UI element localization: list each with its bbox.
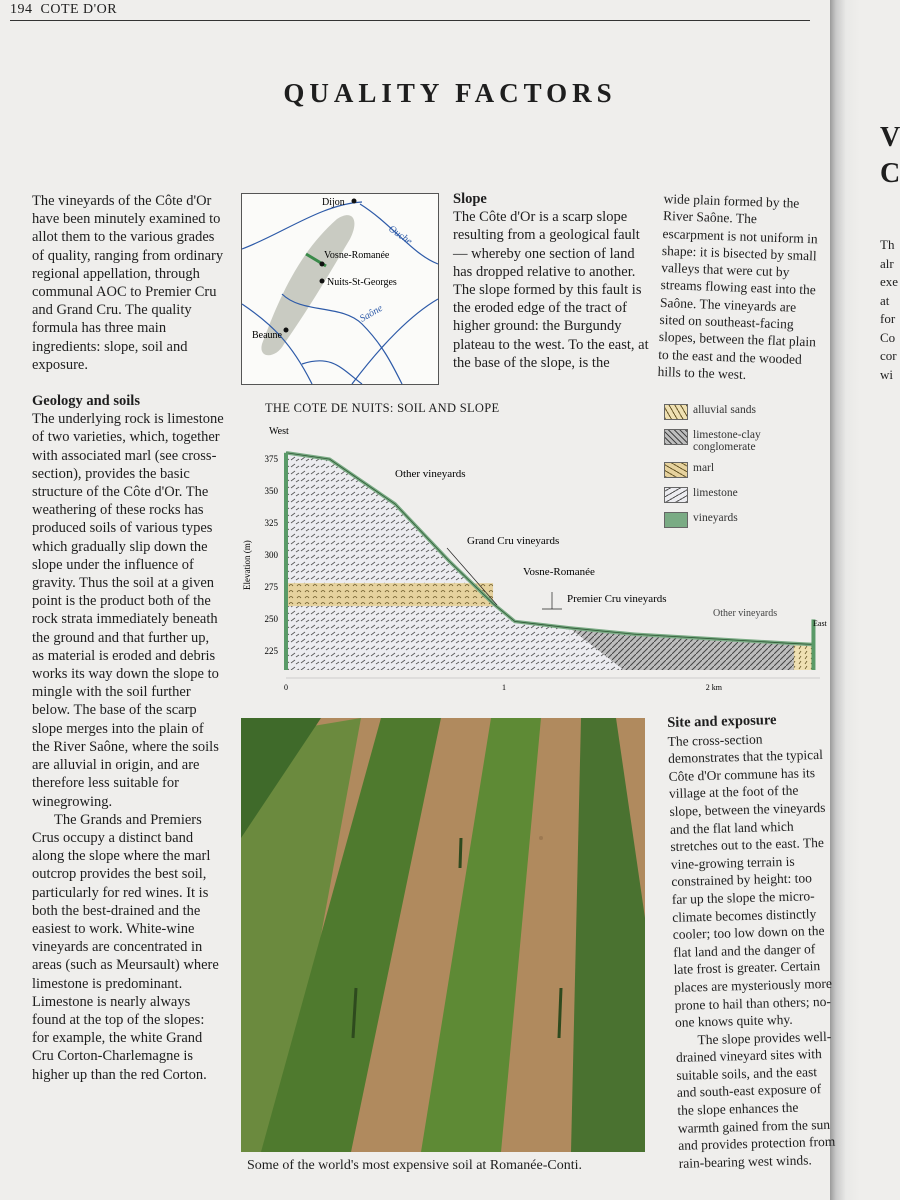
next-page-fragment: alr (880, 255, 894, 271)
legend-label: marl (693, 462, 715, 474)
legend-item-marl (664, 462, 814, 478)
geology-heading: Geology and soils (32, 393, 140, 410)
next-page-fragment: exe (880, 274, 899, 289)
section-name: COTE D'OR (40, 2, 118, 17)
slope-paragraph: The Côte d'Or is a scarp slope resulting from a geological fault — whereby one section of land has dropped relative to another. The slope formed by this fault is the eroded edge of the tract of higher ground: the Burgundy plateau to the west. To the east, at the base of the slope, is the (453, 209, 649, 371)
y-tick-label: 300 (264, 550, 278, 560)
legend-item-vineyards (664, 512, 814, 528)
east-label: East (813, 619, 827, 628)
legend-item-conglomerate (664, 429, 814, 453)
limestone-layer (286, 453, 569, 670)
beaune-dot (284, 328, 289, 333)
annotation-other-vineyards-west: Other vineyards (395, 468, 466, 480)
annotation-vosne-romanee: Vosne-Romanée (523, 566, 595, 578)
next-page-fragment: V (880, 122, 900, 153)
next-page-fragment: C (880, 158, 900, 189)
site-exposure-column (667, 711, 837, 1172)
map-label-beaune: Beaune (252, 330, 282, 341)
map-svg (242, 194, 438, 384)
geology-paragraph-1: The underlying rock is limestone of two varieties, which, together with associated marl (see cross-section), provides the basic structure of the Côte d'Or. The weathering of these rocks has produced soils of various types which gradually slip down the slope under the influence of gravity. Thus the soil at a given point is the product both of the rock strata immediately beneath the ground and that further up, as material is eroded and debris works its way down the slope to mingle with the soil further below. The base of the scarp slope merges into the plain of the River Saône, where the soils are alluvial in origin, and are therefore less suitable for winegrowing. (32, 411, 224, 810)
left-column (32, 192, 224, 1084)
swatch-alluvial (664, 404, 688, 420)
slope-heading: Slope (453, 191, 487, 207)
map-label-dijon: Dijon (322, 197, 345, 208)
location-map (241, 193, 439, 385)
marl-layer (286, 583, 493, 606)
page-number: 194 (10, 2, 33, 17)
vineyard-photo (241, 718, 645, 1152)
river-line (302, 361, 362, 384)
y-tick-label: 275 (264, 581, 278, 592)
y-tick-label: 250 (264, 613, 278, 624)
y-tick-label: 375 (264, 454, 278, 465)
next-page-fragment: Co (880, 329, 896, 345)
site-paragraph-2: The slope provides well-drained vineyard sites with suitable soils, and the east and south-east exposure of the slope enhances the warmth gained from the sun and provides protection from rain-bearing west winds. (675, 1028, 836, 1171)
cross-section-legend (664, 404, 814, 537)
legend-label: alluvial sands (693, 404, 756, 416)
photo-caption: Some of the world's most expensive soil at Romanée-Conti. (247, 1158, 582, 1173)
x-tick-label: 2 km (705, 683, 723, 692)
annotation-other-vineyards-east: Other vineyards (713, 608, 778, 619)
dijon-dot (352, 199, 357, 204)
west-edge-bar (284, 453, 288, 670)
annotation-grand-cru: Grand Cru vineyards (467, 535, 560, 547)
geology-paragraph-2: The Grands and Premiers Crus occupy a distinct band along the slope where the marl outcrop provides the best soil, particularly for red wines. It is both the best-drained and the easiest to work. White-wine vineyards are concentrated in areas (such as Meursault) where limestone is predominant. Limestone is nearly always found at the top of the slopes: for example, the white Grand Cru Corton-Charlemagne is higher up than the red Corton. (32, 811, 219, 1083)
x-tick-label: 0 (284, 683, 288, 692)
next-page-heading (880, 120, 900, 192)
intro-paragraph: The vineyards of the Côte d'Or have been minutely examined to allot them to the various grades of quality, ranging from ordinary regional appellation, through communal AOC to Premier Cru and Grand Cru. The quality formula has three main ingredients: slope, soil and exposure. (32, 193, 224, 373)
next-page-fragment: at (880, 292, 890, 308)
vosne-dot (320, 262, 325, 267)
page-title: QUALITY FACTORS (283, 78, 617, 108)
running-header (10, 2, 117, 18)
slope-column (453, 190, 649, 372)
y-tick-label: 325 (264, 518, 278, 529)
swatch-marl (664, 462, 688, 478)
legend-item-limestone (664, 487, 814, 503)
site-paragraph-1: The cross-section demonstrates that the typical Côte d'Or commune has its village at the foot of the slope, between the vineyards and the flat land which stretches out to the east. The vine-growing terrain is constrained by height: too far up the slope the micro-climate becomes distinctly cooler; too low down on the flat land and the danger of late frost is greater. Certain places are mysteriously more prone to hail than others; no-one knows quite why. (667, 731, 833, 1030)
vineyard-photo-svg (241, 718, 645, 1152)
map-label-saone: Saône (358, 302, 385, 325)
next-page-fragment: Th (880, 237, 895, 252)
next-page-fragment: for (880, 311, 896, 326)
annotation-premier-cru: Premier Cru vineyards (567, 593, 667, 605)
legend-label: limestone (693, 487, 738, 499)
y-axis-label: Elevation (m) (242, 540, 252, 590)
cross-section-title: THE COTE DE NUITS: SOIL AND SLOPE (265, 401, 500, 415)
x-tick-label: 1 (501, 683, 506, 692)
site-heading: Site and exposure (667, 712, 777, 731)
legend-label: limestone-clay conglomerate (693, 429, 761, 453)
swatch-vineyards (664, 512, 688, 528)
y-tick-label: 225 (264, 645, 278, 656)
west-label: West (269, 426, 289, 437)
y-tick-label: 350 (264, 486, 278, 497)
slope-continued-paragraph: wide plain formed by the River Saône. The escarpment is not uniform in shape: it is bisected by small valleys that were cut by streams flowing east into the Saône. The vineyards are sited on southeast-facing slopes, between the flat plain to the east and the wooded hills to the west. (657, 190, 818, 382)
header-rule (10, 20, 810, 21)
slope-continued-column (657, 190, 822, 386)
map-label-ouche: Ouche (386, 223, 414, 248)
legend-item-alluvial (664, 404, 814, 420)
map-label-vosne: Vosne-Romanée (324, 250, 390, 261)
swatch-conglomerate (664, 429, 688, 445)
map-label-nuits: Nuits-St-Georges (327, 277, 397, 288)
nuits-dot (320, 279, 325, 284)
next-page-text (880, 236, 898, 384)
next-page-fragment: wi (880, 366, 893, 382)
next-page-fragment: cor (880, 348, 897, 363)
legend-label: vineyards (693, 512, 738, 524)
alluvial-layer (794, 645, 814, 670)
swatch-limestone (664, 487, 688, 503)
